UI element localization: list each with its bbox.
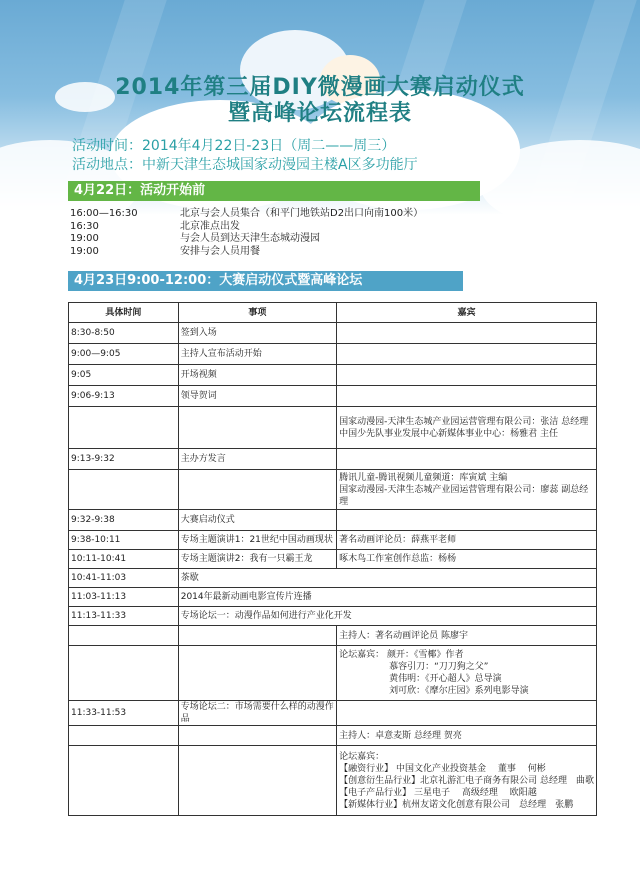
event-location: 活动地点：中新天津生态城国家动漫园主楼A区多功能厅	[72, 157, 418, 173]
guest-line: 论坛嘉宾：	[339, 751, 385, 762]
guest-line: 国家动漫园-天津生态城产业园运营管理有限公司：张洁 总经理	[339, 416, 589, 427]
cell-event: 开场视频	[178, 365, 336, 386]
cell-guest: 啄木鸟工作室创作总监：杨杨	[337, 550, 597, 569]
schedule-event: 安排与会人员用餐	[180, 245, 260, 257]
table-row	[69, 701, 597, 726]
program-table	[68, 302, 597, 816]
guest-line: 【新媒体行业】杭州友诺文化创意有限公司 总经理 张鹏	[339, 799, 574, 810]
cell-time: 11:13-11:33	[69, 607, 179, 626]
cell-guest	[337, 646, 597, 701]
cell-guest	[337, 746, 597, 816]
cell-event	[178, 626, 336, 646]
guest-line: 黄伟明：《开心超人》总导演	[389, 674, 502, 684]
cell-guest	[337, 365, 597, 386]
cell-event: 专场论坛一：动漫作品如何进行产业化开发	[178, 607, 596, 626]
guest-line: 国家动漫园-天津生态城产业园运营管理有限公司：廖蕊 副总经	[339, 484, 589, 495]
cell-time	[69, 626, 179, 646]
table-row	[69, 588, 597, 607]
schedule-event: 与会人员到达天津生态城动漫园	[180, 233, 320, 244]
cell-time	[69, 726, 179, 746]
cell-event: 签到入场	[178, 323, 336, 344]
table-row	[69, 323, 597, 344]
table-row	[69, 550, 597, 569]
cell-event: 专场主题演讲1：21世纪中国动画现状	[178, 531, 336, 550]
cell-time: 11:03-11:13	[69, 588, 179, 607]
schedule-time: 19:00	[70, 245, 99, 257]
cell-time: 8:30-8:50	[69, 323, 179, 344]
cell-event: 茶歇	[178, 569, 596, 588]
cell-time: 9:05	[69, 365, 179, 386]
cell-time: 9:06-9:13	[69, 386, 179, 407]
cell-time: 11:33-11:53	[69, 701, 179, 726]
guest-line: 理	[339, 496, 349, 507]
day1-heading-bar: 4月22日：活动开始前	[68, 181, 480, 201]
guest-line: 【融资行业】 中国文化产业投资基金 董事 何彬	[339, 763, 546, 774]
cell-time	[69, 746, 179, 816]
cell-event: 主持人宣布活动开始	[178, 344, 336, 365]
table-header-row	[69, 303, 597, 323]
table-row	[69, 746, 597, 816]
table-row	[69, 470, 597, 510]
cell-time: 10:11-10:41	[69, 550, 179, 569]
schedule-time: 16:30	[70, 220, 99, 232]
cell-time	[69, 407, 179, 449]
table-row	[69, 646, 597, 701]
cell-time: 10:41-11:03	[69, 569, 179, 588]
page-title-line2: 暨高峰论坛流程表	[227, 101, 412, 126]
cell-guest	[337, 323, 597, 344]
schedule-item	[70, 233, 423, 246]
day1-schedule	[70, 208, 423, 258]
table-row	[69, 569, 597, 588]
cell-event	[178, 646, 336, 701]
table-row	[69, 626, 597, 646]
guest-line: 慕容引刀：“刀刀狗之父”	[389, 662, 489, 672]
table-row	[69, 510, 597, 531]
schedule-event: 北京与会人员集合（和平门地铁站D2出口向南100米）	[180, 208, 424, 219]
cell-time: 9:32-9:38	[69, 510, 179, 531]
cell-event	[178, 407, 336, 449]
cell-guest	[337, 344, 597, 365]
guest-line: 【创意衍生品行业】北京礼游汇电子商务有限公司 总经理 曲歌	[339, 775, 594, 786]
cell-time: 9:38-10:11	[69, 531, 179, 550]
cell-time	[69, 470, 179, 510]
table-row	[69, 531, 597, 550]
cell-event: 主办方发言	[178, 449, 336, 470]
cell-guest	[337, 701, 597, 726]
cell-guest: 著名动画评论员：薛燕平老师	[337, 531, 597, 550]
cell-event: 2014年最新动画电影宣传片连播	[178, 588, 596, 607]
column-header-time: 具体时间	[69, 303, 179, 323]
cell-guest	[337, 510, 597, 531]
page-title-line1: 2014年第三届DIY微漫画大赛启动仪式	[115, 75, 525, 100]
cell-event: 专场论坛二：市场需要什么样的动漫作品	[178, 701, 336, 726]
table-row	[69, 449, 597, 470]
cell-guest	[337, 449, 597, 470]
column-header-event: 事项	[178, 303, 336, 323]
cell-guest	[337, 407, 597, 449]
cell-time: 9:00—9:05	[69, 344, 179, 365]
cell-event	[178, 746, 336, 816]
cell-guest	[337, 386, 597, 407]
table-row	[69, 726, 597, 746]
column-header-guest: 嘉宾	[337, 303, 597, 323]
schedule-item	[70, 208, 423, 221]
cell-event	[178, 726, 336, 746]
schedule-event: 北京准点出发	[180, 220, 240, 232]
table-row	[69, 407, 597, 449]
schedule-item	[70, 246, 423, 259]
schedule-item	[70, 221, 423, 234]
cell-guest: 主持人：卓意麦斯 总经理 贺亮	[337, 726, 597, 746]
cell-guest	[337, 470, 597, 510]
schedule-time: 16:00—16:30	[70, 208, 138, 219]
schedule-time: 19:00	[70, 233, 99, 244]
table-row	[69, 386, 597, 407]
cell-time	[69, 646, 179, 701]
cell-event	[178, 470, 336, 510]
guest-line: 论坛嘉宾： 颜开：《雪椰》作者	[339, 650, 464, 660]
cell-event: 大赛启动仪式	[178, 510, 336, 531]
guest-line: 【电子产品行业】 三星电子 高级经理 欧阳越	[339, 787, 537, 798]
table-row	[69, 365, 597, 386]
guest-line: 腾讯儿童-腾讯视频儿童频道：库寅斌 主编	[339, 472, 508, 483]
table-row	[69, 344, 597, 365]
table-row	[69, 607, 597, 626]
day2-heading-bar: 4月23日9:00-12:00：大赛启动仪式暨高峰论坛	[68, 271, 463, 291]
cell-time: 9:13-9:32	[69, 449, 179, 470]
cell-event: 专场主题演讲2：我有一只霸王龙	[178, 550, 336, 569]
cell-guest: 主持人：著名动画评论员 陈廖宇	[337, 626, 597, 646]
guest-line: 刘可欣：《摩尔庄园》系列电影导演	[389, 686, 529, 696]
cell-event: 领导贺词	[178, 386, 336, 407]
event-time: 活动时间：2014年4月22日-23日（周二——周三）	[72, 138, 396, 154]
guest-line: 中国少先队事业发展中心新媒体事业中心：杨雅君 主任	[339, 428, 558, 439]
